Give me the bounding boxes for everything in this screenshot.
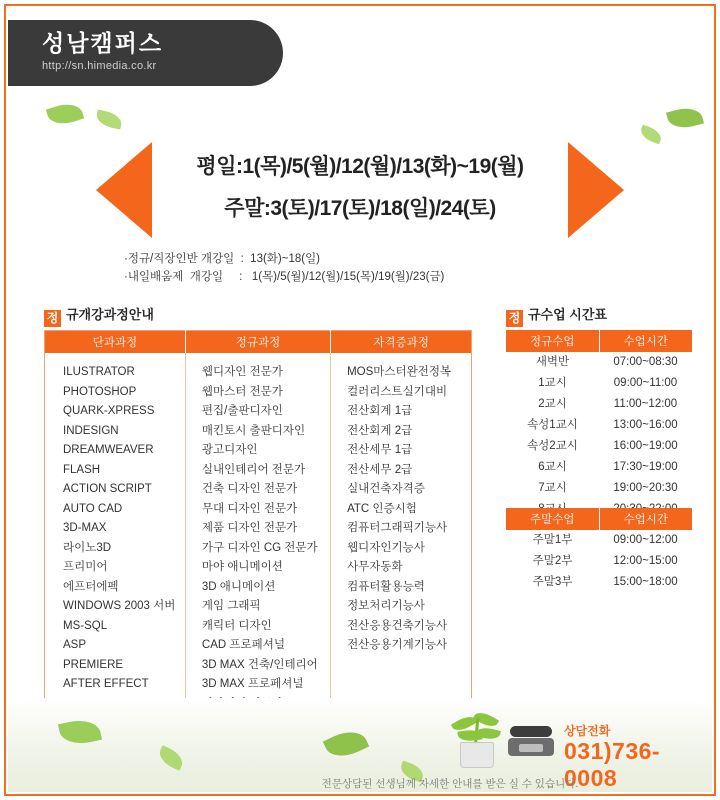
- section-mark: 정: [506, 310, 523, 327]
- list-item: ATC 인증시험: [347, 502, 417, 515]
- list-item: ASP: [63, 639, 87, 651]
- table-row: [506, 572, 692, 593]
- list-item: 실내건축자격증: [347, 483, 425, 495]
- list-item: AUTO CAD: [63, 502, 123, 515]
- list-item: INDESIGN: [63, 424, 119, 437]
- column-header-regular-class: 정규수업: [506, 330, 599, 352]
- list-item: 전산회계 2급: [347, 424, 413, 437]
- list-item: 제품 디자인 전문가: [201, 522, 298, 534]
- schedule-header-row: [506, 330, 692, 352]
- list-item: 캐릭터 디자인: [201, 619, 272, 632]
- list-item: 전산세무 1급: [347, 444, 413, 456]
- list-item: 컴퓨터그래픽기능사: [347, 522, 448, 534]
- list-item: 웹디자인 전문가: [201, 366, 283, 378]
- list-item: 전산세무 2급: [347, 463, 413, 476]
- table-row: [506, 415, 692, 436]
- page-content: [8, 8, 712, 792]
- cell-class: 속성2교시: [527, 440, 578, 452]
- column-header-certificate: 자격증과정: [331, 331, 472, 354]
- column-header-danwa: 단과과정: [45, 331, 186, 354]
- table-row: [506, 530, 692, 551]
- cell-time: 09:00~11:00: [613, 377, 678, 389]
- list-item: 전산회계 1급: [347, 405, 413, 417]
- cell-class: 2교시: [538, 398, 567, 410]
- list-item: WINDOWS 2003 서버: [63, 600, 176, 612]
- column-header-weekend-class: 주말수업: [506, 508, 599, 530]
- table-row: [506, 373, 692, 394]
- section-title: 규수업 시간표: [528, 307, 607, 322]
- list-item: 3D MAX 건축/인테리어: [201, 658, 318, 671]
- course-table: [44, 330, 472, 727]
- cell-class: 주말2부: [532, 555, 573, 567]
- cell-time: 17:30~19:00: [613, 461, 678, 473]
- list-item: 매킨토시 출판디자인: [201, 424, 306, 437]
- cell-class: 7교시: [538, 482, 567, 494]
- cell-class: 주말3부: [532, 576, 573, 588]
- regular-schedule-table: [506, 330, 692, 520]
- course-cell: [185, 353, 330, 727]
- banner-line-weekend: 주말:3(토)/17(토)/18(일)/24(토): [224, 197, 496, 220]
- cell-time: 07:00~08:30: [613, 356, 678, 368]
- list-item: 에프터에펙: [63, 580, 119, 593]
- list-item: QUARK-XPRESS: [63, 405, 155, 417]
- list-item: 컬러리스트실기대비: [347, 385, 448, 398]
- table-row: [506, 551, 692, 572]
- cell-time: 11:00~12:00: [613, 398, 678, 410]
- list-item: 3D MAX 프로페셔널: [201, 678, 304, 690]
- column-header-junggyu: 정규과정: [185, 331, 330, 354]
- telephone-icon: [508, 720, 554, 758]
- list-item: PREMIERE: [63, 658, 124, 671]
- cell-class: 속성1교시: [527, 419, 578, 431]
- column-header-weekend-time: 수업시간: [599, 508, 692, 530]
- table-row: [506, 436, 692, 457]
- site-url[interactable]: http://sn.himedia.co.kr: [42, 60, 157, 72]
- list-item: 광고디자인: [201, 444, 258, 456]
- list-item: MS-SQL: [63, 619, 108, 632]
- list-item: 전산응용건축기능사: [347, 619, 448, 632]
- table-row: [506, 352, 692, 373]
- list-item: PHOTOSHOP: [63, 385, 137, 398]
- weekend-schedule-table: [506, 508, 692, 593]
- list-item: 건축 디자인 전문가: [201, 483, 298, 495]
- arrow-right-icon: [568, 142, 624, 238]
- section-mark: 정: [44, 310, 61, 327]
- course-cell: [45, 353, 186, 727]
- table-row: [506, 478, 692, 499]
- list-item: 3D 애니메이션: [201, 580, 276, 593]
- cell-time: 16:00~19:00: [613, 440, 678, 452]
- banner-text: [154, 146, 566, 230]
- page-title: 성남캠퍼스: [42, 30, 164, 56]
- cell-class: 1교시: [538, 377, 567, 389]
- list-item: DREAMWEAVER: [63, 444, 154, 456]
- table-row: [506, 457, 692, 478]
- banner-line-weekday: 평일:1(목)/5(월)/12(월)/13(화)~19(월): [196, 155, 524, 178]
- cell-class: 6교시: [538, 461, 567, 473]
- list-item: MOS마스터완전정복: [347, 366, 452, 378]
- list-item: 컴퓨터활용능력: [347, 580, 425, 593]
- open-date-notes: [124, 250, 444, 286]
- list-item: FLASH: [63, 463, 101, 476]
- phone-number[interactable]: 031)736-0008: [564, 738, 661, 791]
- list-item: 게임 그래픽: [201, 600, 261, 612]
- leaf-icon: [666, 104, 704, 132]
- list-item: ILUSTRATOR: [63, 366, 135, 378]
- cell-class: 새벽반: [535, 356, 570, 368]
- cell-time: 12:00~15:00: [613, 555, 678, 567]
- course-list-junggyu: [186, 363, 330, 714]
- consult-label: 상담전화: [564, 724, 611, 738]
- column-header-regular-time: 수업시간: [599, 330, 692, 352]
- course-cell: [331, 353, 472, 727]
- footer-note: 전문상담된 선생님께 자세한 안내를 받은 실 수 있습니다.: [321, 778, 579, 790]
- list-item: 웹디자인기능사: [347, 541, 425, 554]
- cell-time: 13:00~16:00: [613, 419, 678, 431]
- table-row: [506, 394, 692, 415]
- cell-class: 주말1부: [532, 534, 573, 546]
- schedule-banner: [8, 136, 712, 246]
- list-item: 사무자동화: [347, 561, 403, 573]
- list-item: 정보처리기능사: [347, 600, 425, 612]
- header-banner: [8, 20, 283, 86]
- course-list-certificate: [331, 363, 471, 656]
- course-table-header: [45, 331, 472, 354]
- cell-time: 09:00~12:00: [613, 534, 678, 546]
- section-title: 규개강과정안내: [66, 307, 154, 322]
- arrow-left-icon: [96, 142, 152, 238]
- section-heading-schedule: [506, 304, 607, 327]
- schedule-header-row: [506, 508, 692, 530]
- list-item: 프리미어: [63, 561, 108, 573]
- cell-time: 15:00~18:00: [613, 576, 678, 588]
- cell-time: 19:00~20:30: [613, 482, 678, 494]
- list-item: 3D-MAX: [63, 522, 107, 534]
- list-item: CAD 프로페셔널: [201, 639, 285, 651]
- leaf-icon: [46, 99, 85, 129]
- note-line: ·정규/직장인반 개강일 : 13(화)~18(일): [124, 253, 321, 265]
- course-table-body: [45, 353, 472, 727]
- list-item: 무대 디자인 전문가: [201, 502, 298, 515]
- list-item: 마야 애니메이션: [201, 561, 283, 573]
- leaf-icon: [95, 109, 124, 129]
- list-item: 편집/출판디자인: [201, 405, 283, 417]
- list-item: 웹마스터 전문가: [201, 385, 283, 398]
- note-line: ·내일배움제 개강일 : 1(목)/5(월)/12(월)/15(목)/19(월)/23(금): [124, 271, 445, 283]
- list-item: 실내인테리어 전문가: [201, 463, 306, 476]
- course-list-danwa: [45, 363, 185, 714]
- section-heading-courses: [44, 304, 154, 327]
- list-item: AFTER EFFECT: [63, 678, 149, 690]
- list-item: ACTION SCRIPT: [63, 483, 152, 495]
- list-item: 전산응용기계기능사: [347, 639, 448, 651]
- list-item: 라이노3D: [63, 541, 112, 554]
- potted-plant-icon: [448, 706, 504, 768]
- list-item: 가구 디자인 CG 전문가: [201, 541, 318, 554]
